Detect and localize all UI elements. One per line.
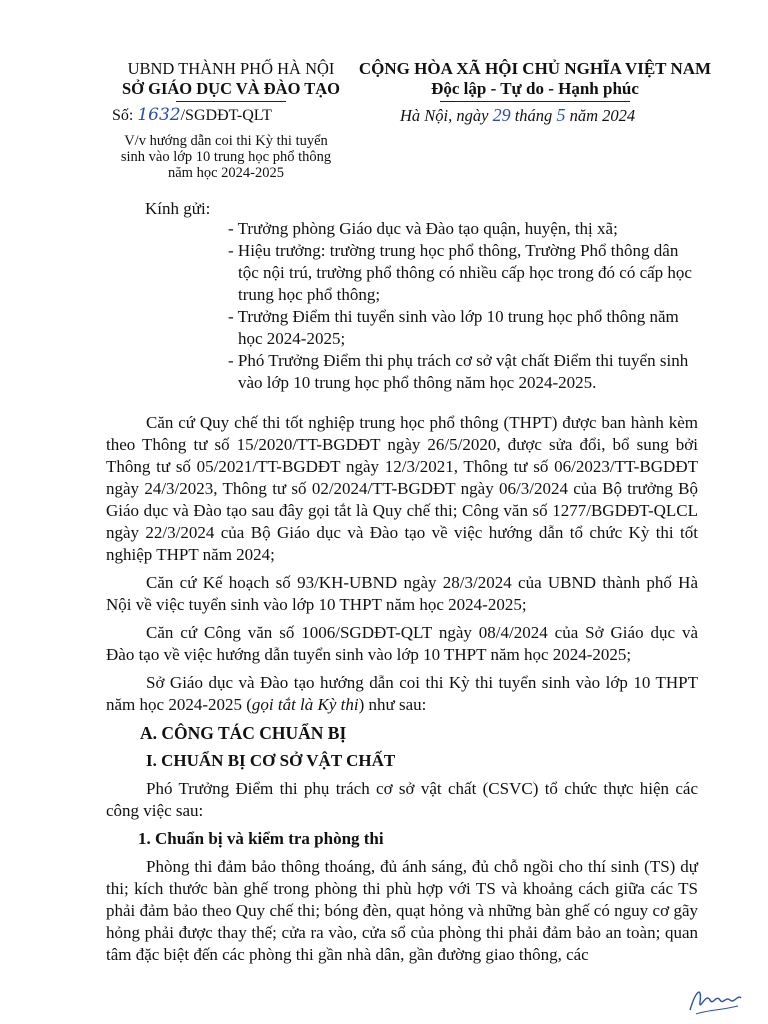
intro-italic: gọi tắt là Kỳ thi	[251, 695, 359, 714]
date-month-handwritten: 5	[556, 105, 566, 125]
subject-line	[106, 133, 346, 181]
issuer-parent: UBND THÀNH PHỐ HÀ NỘI	[127, 59, 335, 78]
paragraph-exam-room: Phòng thi đảm bảo thông thoáng, đủ ánh sáng, đủ chỗ ngồi cho thí sinh (TS) dự thi; kích thước bàn ghế trong phòng thi phù hợp với TS và khoảng cách giữa các TS phải đảm bảo theo Quy chế thi; bóng đèn, quạt hỏng và những bàn ghế có nguy cơ gãy hỏng phải được thay thế; cửa ra vào, cửa sổ của phòng thi phải đảm bảo an toàn; quan tâm đặc biệt đến các phòng thi gần nhà dân, gần đường giao thông, các	[106, 857, 698, 964]
document-number	[112, 105, 272, 125]
so-suffix: /SGDĐT-QLT	[180, 107, 272, 124]
national-motto-block	[355, 59, 715, 102]
date-year: năm 2024	[569, 106, 636, 125]
date-month-label: tháng	[514, 106, 553, 125]
subsection-heading-1: 1. Chuẩn bị và kiểm tra phòng thi	[138, 829, 384, 848]
subject-line-3: năm học 2024-2025	[168, 165, 284, 181]
paragraph-legal-basis-3: Căn cứ Công văn số 1006/SGDĐT-QLT ngày 08/4/2024 của Sở Giáo dục và Đào tạo về việc hướng dẫn tuyển sinh vào lớp 10 THPT năm học 2024-2025;	[106, 623, 698, 664]
subject-line-2: sinh vào lớp 10 trung học phổ thông	[120, 149, 332, 165]
section-heading-a: A. CÔNG TÁC CHUẨN BỊ	[140, 723, 347, 743]
issue-date	[400, 105, 635, 126]
country-name: CỘNG HÒA XÃ HỘI CHỦ NGHĨA VIỆT NAM	[358, 59, 712, 78]
so-number-handwritten: 1632	[137, 105, 181, 125]
paragraph-intro	[106, 672, 698, 716]
recipients-label: Kính gửi:	[145, 199, 211, 218]
recipient-item: - Phó Trưởng Điểm thi phụ trách cơ sở vật chất Điểm thi tuyển sinh vào lớp 10 trung học phổ thông năm học 2024-2025.	[228, 351, 689, 392]
intro-text: Sở Giáo dục và Đào tạo hướng dẫn coi thi Kỳ thi tuyển sinh vào lớp 10 THPT năm học 2024-2025 (	[106, 673, 698, 714]
issuer-block	[96, 59, 366, 102]
recipient-item: - Hiệu trưởng: trường trung học phổ thông, Trường Phổ thông dân tộc nội trú, trường phổ thông có nhiều cấp học trong đó có cấp học trung học phổ thông;	[228, 241, 692, 304]
recipient-item: - Trưởng phòng Giáo dục và Đào tạo quận, huyện, thị xã;	[228, 219, 618, 238]
intro-text-end: ) như sau:	[358, 695, 427, 714]
paragraph-csvc: Phó Trưởng Điểm thi phụ trách cơ sở vật chất (CSVC) tổ chức thực hiện các công việc sau:	[106, 779, 698, 820]
recipient-item: - Trưởng Điểm thi tuyển sinh vào lớp 10 trung học phổ thông năm học 2024-2025;	[228, 307, 679, 348]
recipients-list	[228, 218, 696, 394]
motto-underline	[440, 101, 630, 102]
section-heading-i: I. CHUẨN BỊ CƠ SỞ VẬT CHẤT	[146, 751, 396, 770]
motto: Độc lập - Tự do - Hạnh phúc	[431, 79, 639, 98]
paragraph-legal-basis-2: Căn cứ Kế hoạch số 93/KH-UBND ngày 28/3/2024 của UBND thành phố Hà Nội về việc tuyển sinh vào lớp 10 THPT năm học 2024-2025;	[106, 573, 698, 614]
subject-line-1: V/v hướng dẫn coi thi Kỳ thi tuyển	[124, 133, 328, 149]
date-day-handwritten: 29	[492, 105, 511, 125]
paragraph-legal-basis-1: Căn cứ Quy chế thi tốt nghiệp trung học phổ thông (THPT) được ban hành kèm theo Thông tư số 15/2020/TT-BGDĐT ngày 26/5/2020, được sửa đổi, bổ sung bởi Thông tư số 05/2021/TT-BGDĐT ngày 12/3/2021, Thông tư số 06/2023/TT-BGDĐT ngày 24/3/2023, Thông tư số 02/2024/TT-BGDĐT ngày 06/3/2024 của Bộ trưởng Bộ Giáo dục và Đào tạo sau đây gọi tắt là Quy chế thi; Công văn số 1277/BGDĐT-QLCL ngày 22/3/2024 của Bộ Giáo dục và Đào tạo về việc hướng dẫn tổ chức Kỳ thi tốt nghiệp THPT năm 2024;	[106, 413, 698, 564]
issuer-underline	[176, 101, 286, 102]
initials-signature	[686, 980, 744, 1020]
document-body	[106, 412, 698, 972]
date-prefix: Hà Nội, ngày	[400, 106, 489, 125]
issuer-name: SỞ GIÁO DỤC VÀ ĐÀO TẠO	[121, 79, 341, 98]
so-label: Số:	[112, 107, 134, 124]
